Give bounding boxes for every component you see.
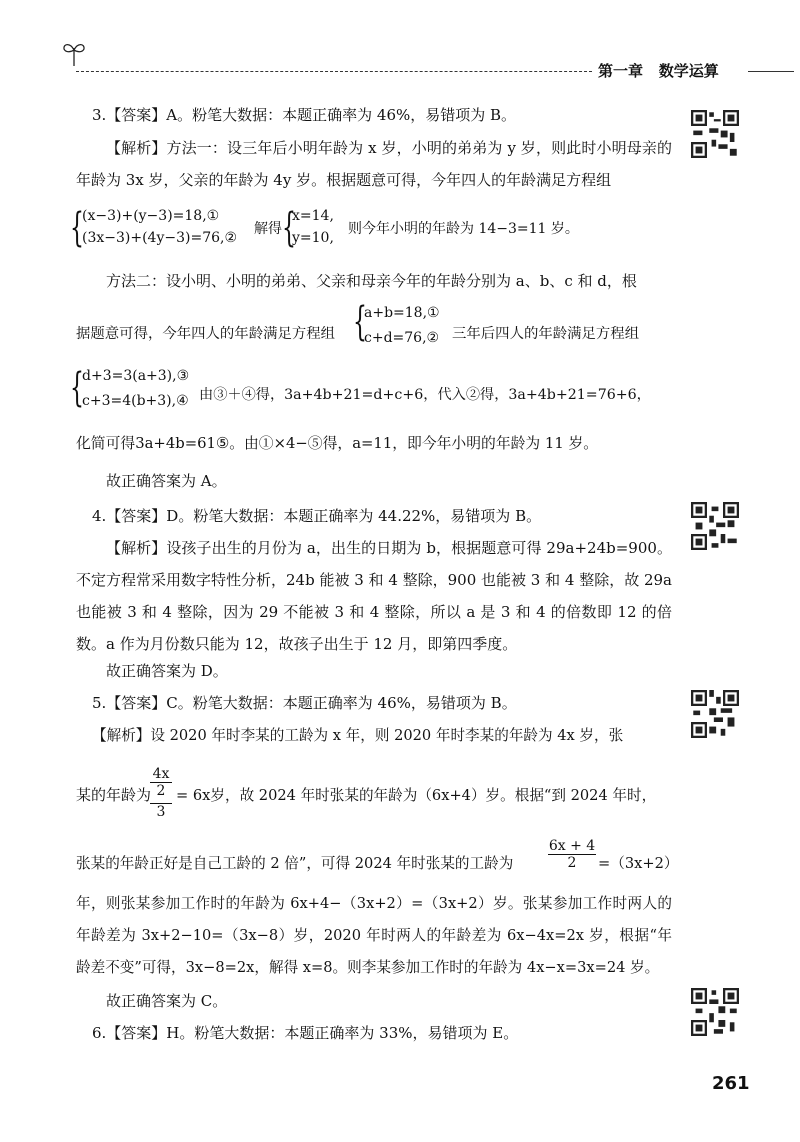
qr-code-icon (691, 502, 739, 550)
qr-code-icon (691, 988, 739, 1036)
q4-answer-line: 4.【答案】D。粉笔大数据：本题正确率为 44.22%，易错项为 B。 (92, 507, 542, 525)
header-rule (76, 71, 592, 72)
fraction-4x-2-3 (150, 766, 172, 820)
header-rule-right (748, 71, 794, 72)
solution-x: x=14, (292, 208, 334, 224)
q4-conclusion: 故正确答案为 D。 (106, 662, 228, 680)
chapter-title: 数学运算 (658, 62, 719, 80)
brace: { (70, 205, 84, 251)
fraction-denominator: 3 (150, 803, 172, 820)
running-header (598, 60, 719, 81)
equation-1: (x−3)+(y−3)=18,① (82, 208, 220, 224)
q5-conclusion: 故正确答案为 C。 (106, 992, 228, 1010)
brace: { (70, 365, 84, 411)
fraction-numerator: 6x + 4 (548, 838, 596, 854)
q3-answer-line: 3.【答案】A。粉笔大数据：本题正确率为 46%，易错项为 B。 (92, 106, 517, 124)
q5-workyears-head: 张某的年龄正好是自己工龄的 2 倍”，可得 2024 年时张某的工龄为 (76, 855, 514, 872)
q5-analysis-first: 【解析】设 2020 年时李某的工龄为 x 年，则 2020 年时李某的年龄为 4x 岁，张 (92, 727, 624, 744)
leaf-icon (60, 38, 88, 68)
q3-conclusion: 故正确答案为 A。 (106, 472, 227, 490)
page-number: 261 (712, 1073, 750, 1094)
brace: { (282, 205, 296, 251)
brace: { (353, 299, 367, 345)
equation-3: d+3=3(a+3),③ (82, 368, 190, 384)
fraction-middle: 2 (150, 782, 172, 799)
qr-code-icon (691, 110, 739, 158)
q3-analysis-method1: 【解析】方法一：设三年后小明年龄为 x 岁，小明的弟弟为 y 岁，则此时小明母亲的年龄为 3x 岁，父亲的年龄为 4y 岁。根据题意可得，今年四人的年龄满足方程组 (76, 139, 672, 189)
equation-ab: a+b=18,① (364, 305, 440, 321)
q5-workyears-tail: =（3x+2） (598, 855, 679, 872)
fraction-6x4-2 (548, 838, 596, 871)
q3-simplify: 化简可得3a+4b=61⑤。由①×4−⑤得，a=11，即今年小明的年龄为 11 岁。 (76, 435, 599, 452)
solution-y: y=10, (292, 230, 334, 246)
q5-zhang-age-tail: = 6x岁，故 2024 年时张某的年龄为（6x+4）岁。根据“到 2024 年时， (176, 787, 657, 804)
fraction-denominator: 2 (548, 854, 596, 871)
q3-method2-line: 方法二：设小明、小明的弟弟、父亲和母亲今年的年龄分别为 a、b、c 和 d，根 (106, 272, 637, 290)
fraction-numerator: 4x (152, 766, 170, 782)
solve-word: 解得 (254, 221, 282, 237)
chapter-label: 第一章 (598, 62, 644, 80)
equation-4: c+3=4(b+3),④ (82, 393, 189, 409)
q4-analysis: 【解析】设孩子出生的月份为 a，出生的日期为 b，根据题意可得 29a+24b=900。不定方程常采用数字特性分析，24b 能被 3 和 4 整除，900 也能被 3 和 4 整除，故 29a 也能被 3 和 4 整除，因为 29 不能被 3 和 4 整除，所以 a 是 3 和 4 的倍数即 12 的倍数。a 作为月份数只能为 12，故孩子出生于 12 月，即第四季度。 (76, 539, 672, 653)
qr-code-icon (691, 690, 739, 738)
equation-2: (3x−3)+(4y−3)=76,② (82, 230, 238, 246)
q3-method2-tail: 三年后四人的年龄满足方程组 (452, 326, 640, 342)
q5-answer-line: 5.【答案】C。粉笔大数据：本题正确率为 46%，易错项为 B。 (92, 694, 517, 712)
solution-tail: 则今年小明的年龄为 14−3=11 岁。 (348, 221, 579, 237)
equation-cd: c+d=76,② (364, 330, 440, 346)
q3-derivation: 由③＋④得，3a+4b+21=d+c+6，代入②得，3a+4b+21=76+6， (199, 387, 651, 403)
q5-zhang-age-head: 某的年龄为 (76, 786, 152, 804)
q6-answer-line: 6.【答案】H。粉笔大数据：本题正确率为 33%，易错项为 E。 (92, 1024, 519, 1042)
q5-analysis-rest: 年，则张某参加工作时的年龄为 6x+4−（3x+2）=（3x+2）岁。张某参加工作时两人的年龄差为 3x+2−10=（3x−8）岁，2020 年时两人的年龄差为 6x−4x=2x 岁，根据“年龄差不变”可得，3x−8=2x，解得 x=8。则李某参加工作时的年龄为 4x−x=3x=24 岁。 (76, 895, 672, 976)
q3-method2-head: 据题意可得，今年四人的年龄满足方程组 (76, 326, 336, 342)
